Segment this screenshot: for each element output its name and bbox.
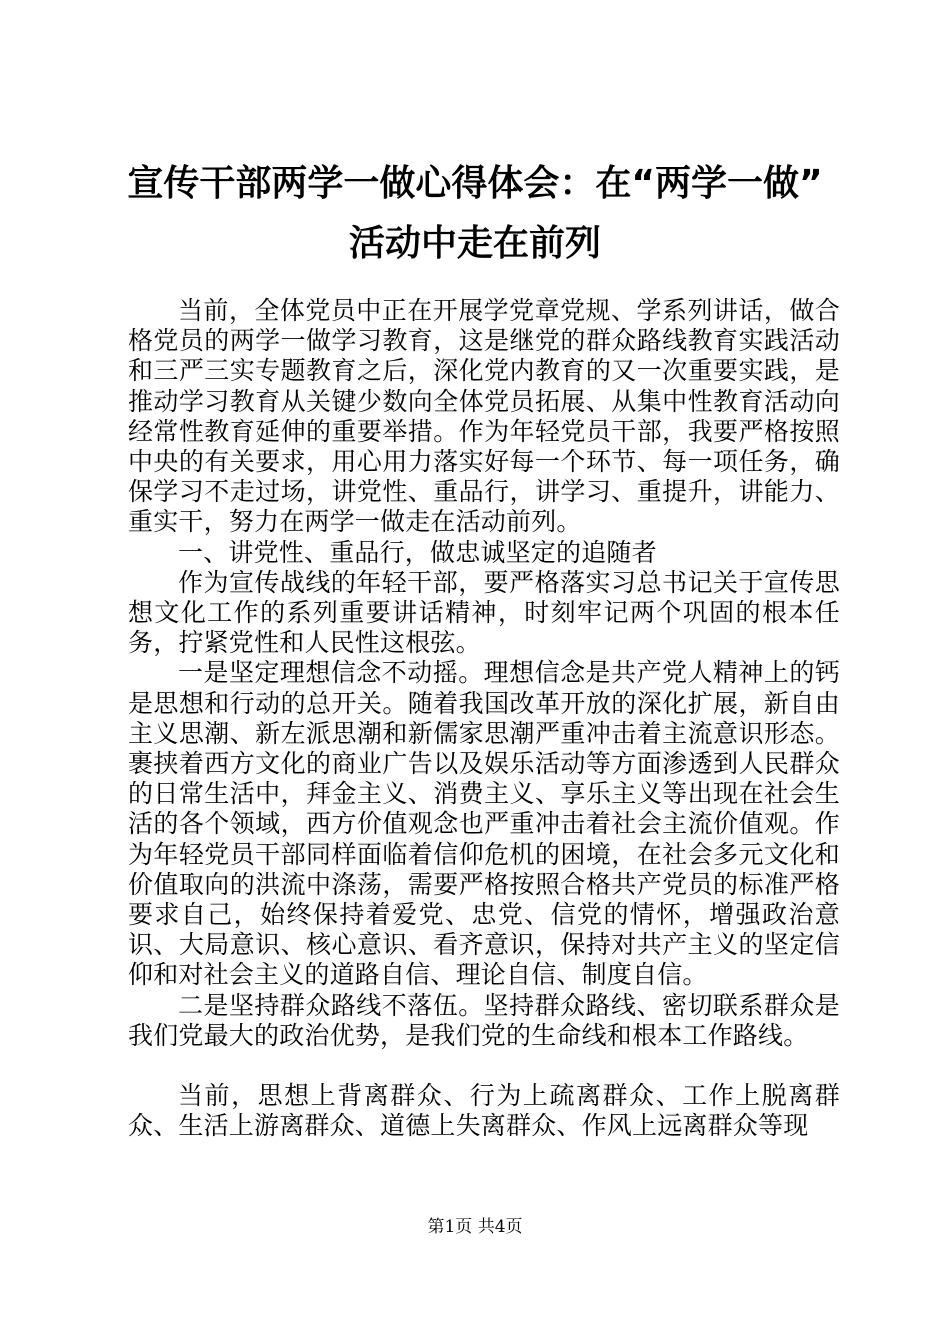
paragraph-point-1: 一是坚定理想信念不动摇。理想信念是共产党人精神上的钙是思想和行动的总开关。随着我国改革开放的深化扩展，新自由主义思潮、新左派思潮和新儒家思潮严重冲击着主流意识形态。裹挟着西方文化的商业广告以及娱乐活动等方面渗透到人民群众的日常生活中，拜金主义、消费主义、享乐主义等出现在社会生活的各个领域，西方价值观念也严重冲击着社会主流价值观。作为年轻党员干部同样面临着信仰危机的困境，在社会多元文化和价值取向的洪流中涤荡，需要严格按照合格共产党员的标准严格要求自己，始终保持着爱党、忠党、信党的情怀，增强政治意识、大局意识、核心意识、看齐意识，保持对共产主义的坚定信仰和对社会主义的道路自信、理论自信、制度自信。	[128, 658, 840, 990]
page-footer: 第1页 共4页	[427, 1217, 523, 1237]
paragraph-intro: 当前，全体党员中正在开展学党章党规、学系列讲话，做合格党员的两学一做学习教育，这是继党的群众路线教育实践活动和三严三实专题教育之后，深化党内教育的又一次重要实践，是推动学习教育从关键少数向全体党员拓展、从集中性教育活动向经常性教育延伸的重要举措。作为年轻党员干部，我要严格按照中央的有关要求，用心用力落实好每一个环节、每一项任务，确保学习不走过场，讲党性、重品行，讲学习、重提升，讲能力、重实干，努力在两学一做走在活动前列。	[128, 296, 840, 537]
section-heading-1: 一、讲党性、重品行，做忠诚坚定的追随者	[178, 537, 657, 567]
document-body	[128, 296, 840, 1141]
paragraph-section-1: 作为宣传战线的年轻干部，要严格落实习总书记关于宣传思想文化工作的系列重要讲话精神，时刻牢记两个巩固的根本任务，拧紧党性和人民性这根弦。	[128, 567, 840, 658]
paragraph-current: 当前，思想上背离群众、行为上疏离群众、工作上脱离群众、生活上游离群众、道德上失离群众、作风上远离群众等现	[128, 1081, 840, 1141]
paragraph-point-2: 二是坚持群众路线不落伍。坚持群众路线、密切联系群众是我们党最大的政治优势，是我们党的生命线和根本工作路线。	[128, 990, 840, 1050]
document-title-line-2: 活动中走在前列	[348, 223, 601, 264]
document-title-line-1: 宣传干部两学一做心得体会：在“两学一做”	[127, 163, 823, 204]
